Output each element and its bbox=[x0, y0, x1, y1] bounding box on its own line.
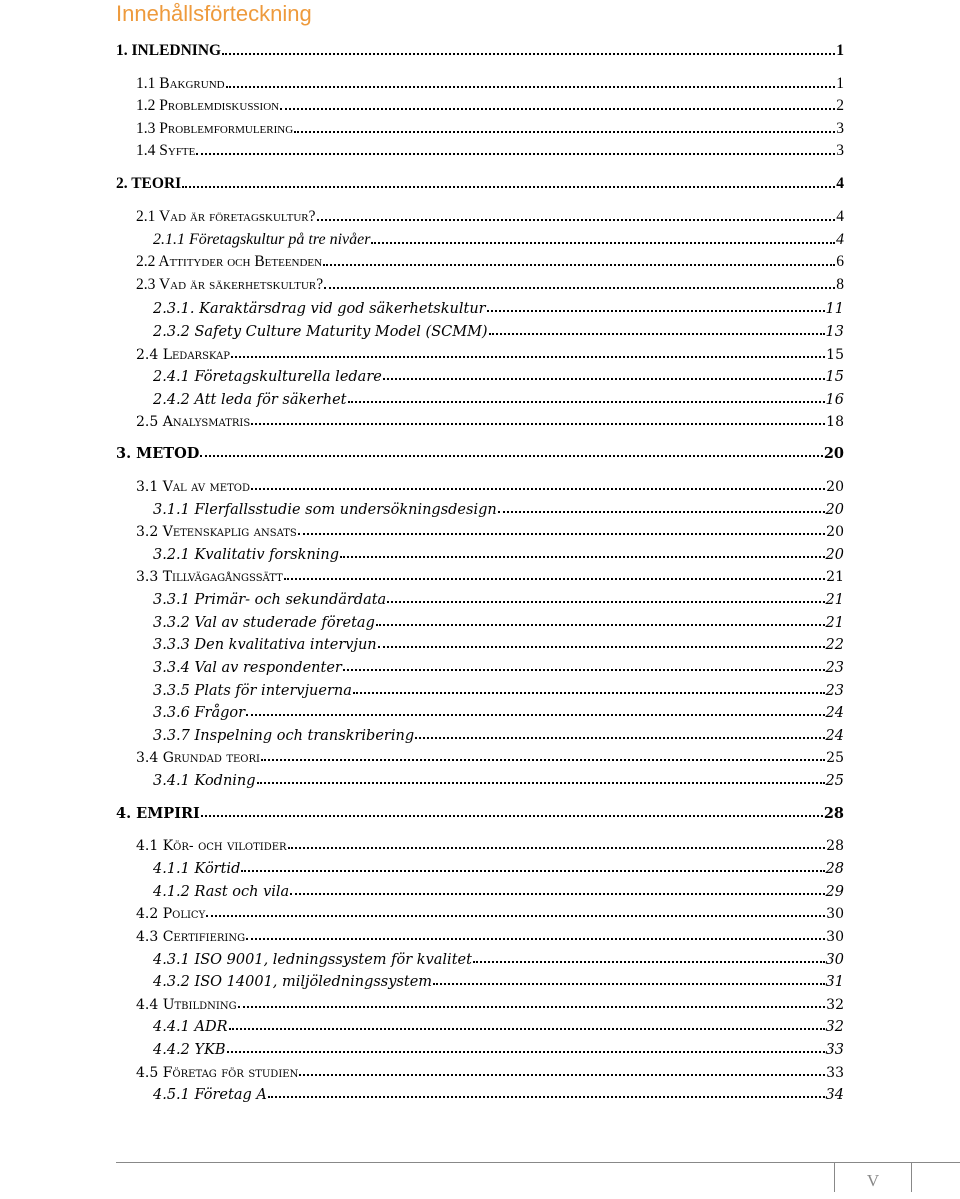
dot-leader bbox=[229, 1028, 825, 1030]
toc-entry-1[interactable] bbox=[116, 38, 844, 60]
toc-entry-page: 6 bbox=[836, 253, 844, 270]
toc-entry-page: 32 bbox=[825, 1019, 844, 1035]
toc-entry-page: 11 bbox=[825, 301, 844, 317]
dot-leader bbox=[299, 1074, 825, 1076]
toc-entry-label: 2.5 Analysmatris bbox=[136, 414, 251, 430]
dot-leader bbox=[487, 310, 825, 312]
toc-entry-2-3-2[interactable] bbox=[153, 318, 844, 340]
toc-entry-3-3-6[interactable] bbox=[153, 699, 844, 721]
toc-entry-label: 2.1 Vad är företagskultur? bbox=[136, 208, 316, 225]
dot-leader bbox=[231, 356, 825, 358]
toc-entry-label: 4.2 Policy bbox=[136, 906, 206, 922]
toc-entry-page: 30 bbox=[825, 952, 844, 968]
dot-leader bbox=[288, 847, 826, 849]
toc-entry-page: 23 bbox=[825, 683, 844, 699]
dot-leader bbox=[383, 378, 825, 380]
toc-entry-page: 22 bbox=[825, 637, 844, 653]
toc-entry-label: 2.4 Ledarskap bbox=[136, 347, 230, 363]
toc-entry-label: 4. EMPIRI bbox=[116, 805, 200, 822]
toc-entry-label: 3.4 Grundad teori bbox=[136, 750, 260, 766]
toc-entry-3[interactable] bbox=[116, 440, 844, 462]
toc-entry-page: 15 bbox=[826, 347, 844, 363]
toc-entry-label: 3.2.1 Kvalitativ forskning bbox=[153, 547, 340, 563]
toc-entry-4-1-2[interactable] bbox=[153, 878, 844, 900]
toc-entry-2-3-1[interactable] bbox=[153, 295, 844, 317]
toc-entry-3-3-3[interactable] bbox=[153, 631, 844, 653]
toc-entry-label: 1.2 Problemdiskussion bbox=[136, 97, 280, 114]
toc-entry-4-3-1[interactable] bbox=[153, 946, 844, 968]
toc-entry-4-5[interactable] bbox=[136, 1059, 844, 1081]
dot-leader bbox=[498, 511, 825, 513]
toc-entry-label: 3.3.3 Den kvalitativa intervjun bbox=[153, 637, 377, 653]
toc-entry-page: 33 bbox=[826, 1065, 844, 1081]
dot-leader bbox=[201, 815, 823, 817]
toc-entry-2-3[interactable] bbox=[136, 272, 844, 294]
toc-entry-page: 21 bbox=[825, 592, 844, 608]
toc-entry-page: 28 bbox=[825, 861, 844, 877]
toc-entry-page: 24 bbox=[825, 728, 844, 744]
toc-entry-label: 4.5.1 Företag A bbox=[153, 1087, 267, 1103]
toc-entry-label: 1.3 Problemformulering bbox=[136, 120, 294, 137]
dot-leader bbox=[206, 915, 825, 917]
toc-entry-label: 3.1.1 Flerfallsstudie som undersökningsdesign bbox=[153, 502, 497, 518]
toc-entry-label: 3.3.4 Val av respondenter bbox=[153, 660, 342, 676]
dot-leader bbox=[246, 938, 825, 940]
toc-entry-label: 3.2 Vetenskaplig ansats bbox=[136, 524, 297, 540]
toc-entry-label: 4.3.1 ISO 9001, ledningssystem för kvalitet bbox=[153, 952, 472, 968]
toc-entry-page: 16 bbox=[825, 392, 844, 408]
toc-entry-label: 2.4.2 Att leda för säkerhet bbox=[153, 392, 347, 408]
dot-leader bbox=[298, 533, 825, 535]
toc-entry-page: 21 bbox=[826, 569, 844, 585]
toc-entry-page: 20 bbox=[825, 502, 844, 518]
toc-entry-4-4-1[interactable] bbox=[153, 1013, 844, 1035]
toc-entry-page: 28 bbox=[826, 838, 844, 854]
dot-leader bbox=[340, 556, 825, 558]
toc-entry-3-2[interactable] bbox=[136, 518, 844, 540]
toc-entry-page: 25 bbox=[826, 750, 844, 766]
toc-entry-page: 20 bbox=[826, 524, 844, 540]
dot-leader bbox=[290, 893, 824, 895]
dot-leader bbox=[371, 242, 835, 244]
page-title: Innehållsförteckning bbox=[116, 1, 312, 26]
toc-entry-1-1[interactable] bbox=[136, 71, 844, 93]
toc-entry-page: 20 bbox=[826, 479, 844, 495]
toc-entry-label: 4.3.2 ISO 14001, miljöledningssystem bbox=[153, 974, 433, 990]
toc-entry-page: 13 bbox=[825, 324, 844, 340]
dot-leader bbox=[226, 86, 836, 88]
toc-entry-label: 2.2 Attityder och Beteenden bbox=[136, 253, 323, 270]
toc-entry-label: 2.4.1 Företagskulturella ledare bbox=[153, 369, 382, 385]
toc-entry-1-3[interactable] bbox=[136, 116, 844, 138]
toc-entry-label: 3.1 Val av metod bbox=[136, 479, 250, 495]
toc-entry-page: 15 bbox=[825, 369, 844, 385]
dot-leader bbox=[317, 219, 836, 221]
toc-entry-label: 3.4.1 Kodning bbox=[153, 773, 256, 789]
toc-entry-label: 2.1.1 Företagskultur på tre nivåer bbox=[153, 231, 371, 248]
toc-entry-label: 1. INLEDNING bbox=[116, 42, 222, 59]
toc-entry-label: 3. METOD bbox=[116, 445, 200, 462]
dot-leader bbox=[241, 870, 824, 872]
toc-entry-4-2[interactable] bbox=[136, 900, 844, 922]
dot-leader bbox=[251, 488, 825, 490]
toc-entry-page: 20 bbox=[823, 445, 844, 462]
dot-leader bbox=[376, 624, 825, 626]
dot-leader bbox=[238, 1006, 826, 1008]
toc-entry-label: 4.4.1 ADR bbox=[153, 1019, 228, 1035]
toc-entry-4-1[interactable] bbox=[136, 832, 844, 854]
toc-entry-label: 4.1.1 Körtid bbox=[153, 861, 241, 877]
dot-leader bbox=[378, 646, 825, 648]
toc-entry-page: 1 bbox=[836, 75, 844, 92]
dot-leader bbox=[246, 714, 824, 716]
toc-entry-label: 4.3 Certifiering bbox=[136, 929, 246, 945]
dot-leader bbox=[200, 455, 823, 457]
dot-leader bbox=[343, 669, 825, 671]
dot-leader bbox=[284, 578, 825, 580]
toc-entry-label: 4.5 Företag för studien bbox=[136, 1065, 299, 1081]
toc-entry-page: 30 bbox=[826, 929, 844, 945]
toc-entry-2-4-2[interactable] bbox=[153, 386, 844, 408]
toc-entry-3-3-2[interactable] bbox=[153, 609, 844, 631]
toc-entry-page: 1 bbox=[836, 42, 844, 59]
dot-leader bbox=[348, 401, 825, 403]
toc-entry-3-3-5[interactable] bbox=[153, 677, 844, 699]
toc-entry-3-3-7[interactable] bbox=[153, 722, 844, 744]
toc-entry-1-2[interactable] bbox=[136, 93, 844, 115]
toc-entry-4-4[interactable] bbox=[136, 991, 844, 1013]
toc-entry-3-4-1[interactable] bbox=[153, 767, 844, 789]
dot-leader bbox=[387, 601, 824, 603]
toc-entry-page: 23 bbox=[825, 660, 844, 676]
toc-entry-3-3-1[interactable] bbox=[153, 586, 844, 608]
toc-entry-2-1-1[interactable] bbox=[153, 227, 844, 249]
dot-leader bbox=[323, 264, 835, 266]
toc-entry-page: 30 bbox=[826, 906, 844, 922]
toc-entry-label: 2.3.2 Safety Culture Maturity Model (SCMM) bbox=[153, 324, 488, 340]
toc-entry-label: 3.3 Tillvägagångssätt bbox=[136, 569, 283, 585]
dot-leader bbox=[222, 53, 835, 55]
toc-entry-label: 4.4.2 YKB bbox=[153, 1042, 226, 1058]
toc-entry-3-4[interactable] bbox=[136, 744, 844, 766]
toc-entry-4-3-2[interactable] bbox=[153, 968, 844, 990]
dot-leader bbox=[353, 692, 825, 694]
toc-entry-label: 2. TEORI bbox=[116, 175, 182, 192]
toc-entry-4-5-1[interactable] bbox=[153, 1081, 844, 1103]
dot-leader bbox=[415, 737, 824, 739]
toc-entry-label: 3.3.1 Primär- och sekundärdata bbox=[153, 592, 387, 608]
dot-leader bbox=[257, 782, 825, 784]
toc-entry-4-3[interactable] bbox=[136, 923, 844, 945]
dot-leader bbox=[280, 108, 835, 110]
toc-entry-page: 32 bbox=[826, 997, 844, 1013]
toc-entry-3-3[interactable] bbox=[136, 563, 844, 585]
dot-leader bbox=[433, 983, 825, 985]
toc-entry-label: 4.4 Utbildning bbox=[136, 997, 237, 1013]
toc-entry-page: 8 bbox=[836, 276, 844, 293]
toc-entry-page: 28 bbox=[823, 805, 844, 822]
toc-entry-label: 2.3 Vad är säkerhetskultur? bbox=[136, 276, 324, 293]
toc-entry-3-1-1[interactable] bbox=[153, 496, 844, 518]
toc-entry-page: 25 bbox=[825, 773, 844, 789]
toc-entry-page: 3 bbox=[836, 120, 844, 137]
toc-entry-label: 4.1 Kör- och vilotider bbox=[136, 838, 287, 854]
toc-entry-page: 3 bbox=[836, 142, 844, 159]
toc-entry-page: 31 bbox=[825, 974, 844, 990]
dot-leader bbox=[196, 153, 835, 155]
toc-entry-2-5[interactable] bbox=[136, 408, 844, 430]
toc-entry-3-3-4[interactable] bbox=[153, 654, 844, 676]
toc-entry-page: 4 bbox=[836, 175, 844, 192]
toc-entry-page: 24 bbox=[825, 705, 844, 721]
toc-entry-page: 21 bbox=[825, 615, 844, 631]
toc-entry-3-2-1[interactable] bbox=[153, 541, 844, 563]
dot-leader bbox=[324, 287, 835, 289]
toc-entry-2-2[interactable] bbox=[136, 249, 844, 271]
toc-entry-page: 2 bbox=[836, 97, 844, 114]
footer-page-number: V bbox=[834, 1163, 912, 1192]
toc-entry-label: 2.3.1. Karaktärsdrag vid god säkerhetskultur bbox=[153, 301, 486, 317]
dot-leader bbox=[268, 1096, 825, 1098]
toc-entry-label: 3.3.5 Plats för intervjuerna bbox=[153, 683, 352, 699]
dot-leader bbox=[182, 186, 835, 188]
toc-entry-2-4-1[interactable] bbox=[153, 363, 844, 385]
toc-entry-page: 29 bbox=[825, 884, 844, 900]
toc-entry-label: 1.1 Bakgrund bbox=[136, 75, 225, 92]
toc-entry-label: 3.3.7 Inspelning och transkribering bbox=[153, 728, 415, 744]
toc-entry-4-4-2[interactable] bbox=[153, 1036, 844, 1058]
toc-entry-1-4[interactable] bbox=[136, 138, 844, 160]
dot-leader bbox=[227, 1051, 825, 1053]
toc-entry-4[interactable] bbox=[116, 800, 844, 822]
toc-entry-3-1[interactable] bbox=[136, 473, 844, 495]
dot-leader bbox=[489, 333, 825, 335]
toc-entry-page: 20 bbox=[825, 547, 844, 563]
toc-entry-page: 33 bbox=[825, 1042, 844, 1058]
toc-entry-4-1-1[interactable] bbox=[153, 855, 844, 877]
toc-entry-label: 4.1.2 Rast och vila bbox=[153, 884, 290, 900]
toc-entry-label: 3.3.6 Frågor bbox=[153, 705, 246, 721]
toc-entry-page: 4 bbox=[836, 231, 844, 248]
toc-entry-2-1[interactable] bbox=[136, 204, 844, 226]
dot-leader bbox=[251, 423, 825, 425]
dot-leader bbox=[473, 961, 825, 963]
toc-entry-page: 18 bbox=[826, 414, 844, 430]
toc-entry-page: 4 bbox=[836, 208, 844, 225]
toc-entry-label: 1.4 Syfte bbox=[136, 142, 196, 159]
toc-entry-2[interactable] bbox=[116, 171, 844, 193]
toc-entry-page: 34 bbox=[825, 1087, 844, 1103]
dot-leader bbox=[261, 759, 825, 761]
toc-entry-label: 3.3.2 Val av studerade företag bbox=[153, 615, 375, 631]
toc-entry-2-4[interactable] bbox=[136, 341, 844, 363]
dot-leader bbox=[294, 131, 835, 133]
